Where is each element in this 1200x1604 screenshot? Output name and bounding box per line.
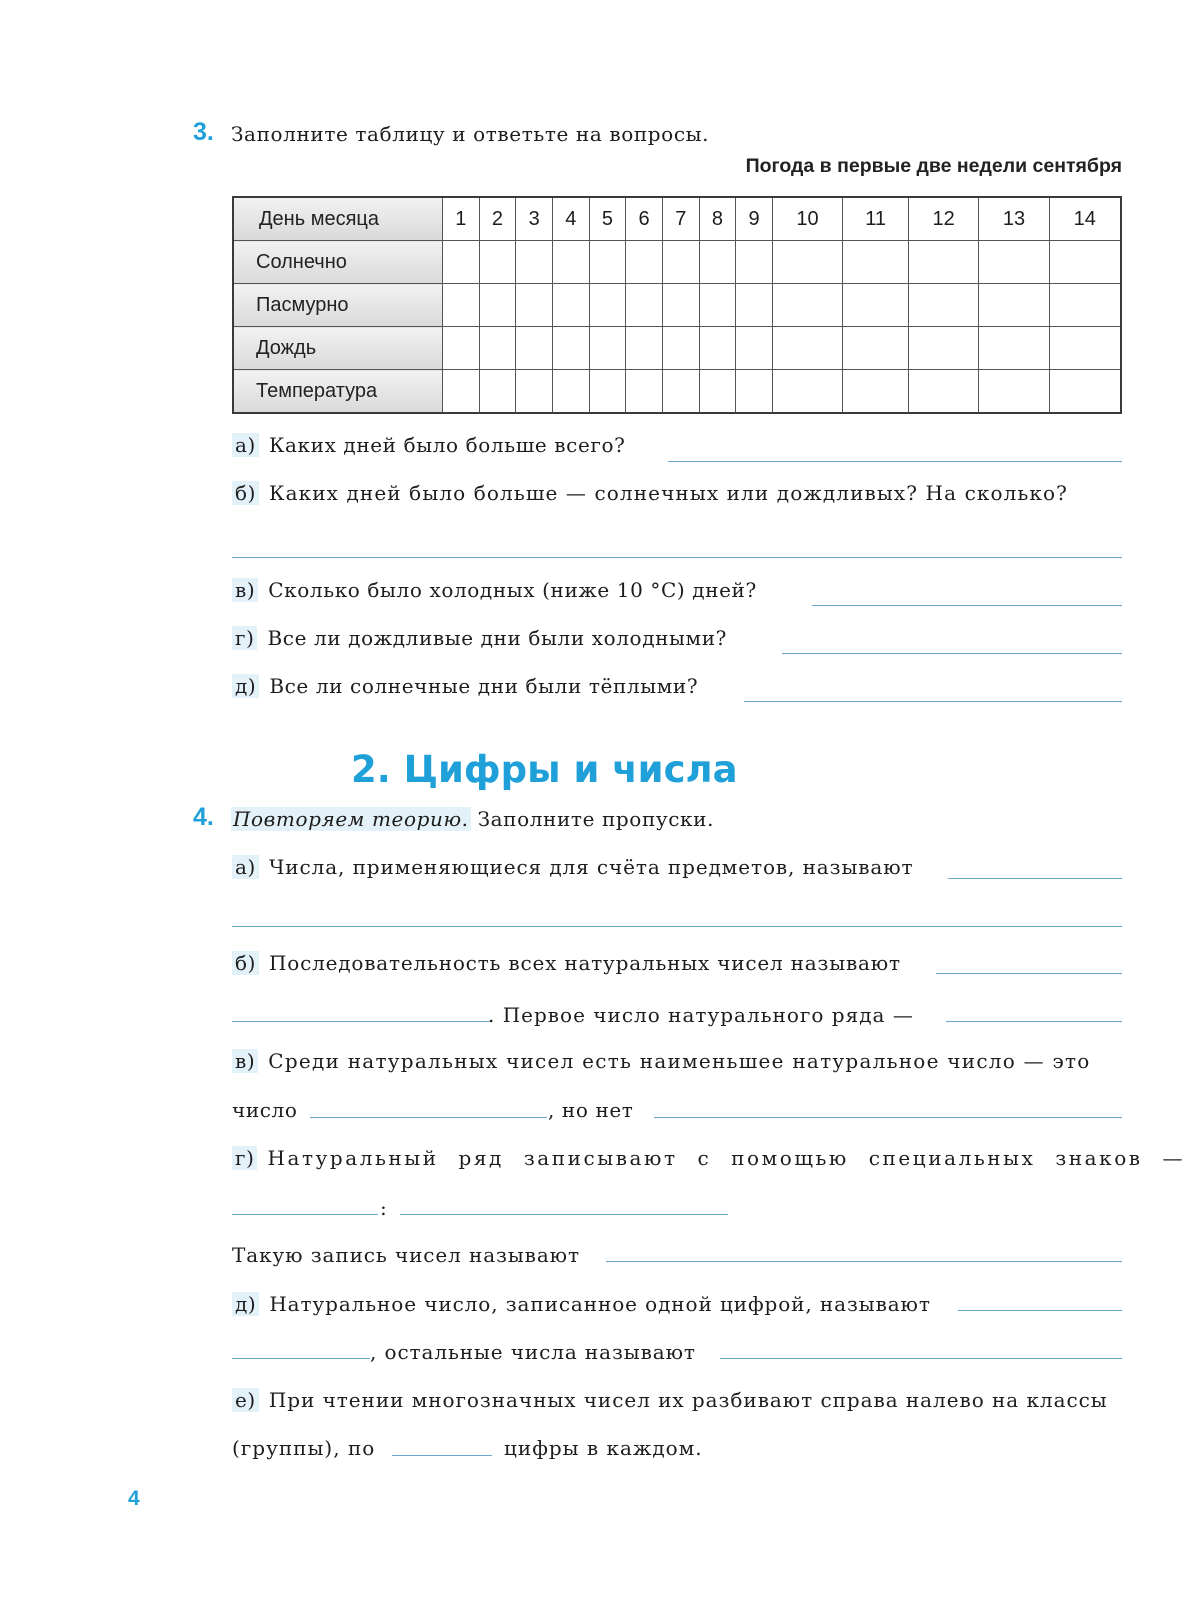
entry-cell[interactable] <box>979 327 1049 370</box>
item-v <box>232 1049 1091 1073</box>
entry-cell[interactable] <box>979 284 1049 327</box>
entry-cell[interactable] <box>516 284 553 327</box>
question-v <box>232 578 757 602</box>
item-mark: е) <box>232 1388 259 1412</box>
entry-cell[interactable] <box>736 241 773 284</box>
fill-line-b2[interactable] <box>232 1021 490 1022</box>
day-header-cell: 7 <box>662 197 699 241</box>
question-mark: д) <box>232 674 259 698</box>
fill-line-e1[interactable] <box>392 1455 492 1456</box>
question-mark: в) <box>232 578 258 602</box>
entry-cell[interactable] <box>626 327 663 370</box>
day-header-cell: 13 <box>979 197 1049 241</box>
question-text: Все ли солнечные дни были тёплыми? <box>269 674 699 698</box>
day-header-cell: 2 <box>479 197 516 241</box>
row-label-cell: Температура <box>233 370 443 414</box>
row-label-cell: Дождь <box>233 327 443 370</box>
question-mark: а) <box>232 433 259 457</box>
entry-cell[interactable] <box>772 284 842 327</box>
table-row <box>233 370 1121 414</box>
entry-cell[interactable] <box>443 370 480 414</box>
entry-cell[interactable] <box>443 284 480 327</box>
entry-cell[interactable] <box>736 370 773 414</box>
entry-cell[interactable] <box>909 284 979 327</box>
entry-cell[interactable] <box>552 284 589 327</box>
answer-line-v[interactable] <box>812 605 1122 606</box>
item-e-suffix: цифры в каждом. <box>504 1436 703 1460</box>
page-number: 4 <box>128 1487 140 1510</box>
fill-line-v2[interactable] <box>654 1117 1122 1118</box>
entry-cell[interactable] <box>909 327 979 370</box>
fill-line-g2[interactable] <box>400 1214 728 1215</box>
weather-table <box>232 196 1122 414</box>
row-label-cell: Солнечно <box>233 241 443 284</box>
item-mark: в) <box>232 1049 258 1073</box>
entry-cell[interactable] <box>443 241 480 284</box>
fill-line-g3[interactable] <box>606 1261 1122 1262</box>
entry-cell[interactable] <box>589 327 626 370</box>
entry-cell[interactable] <box>736 327 773 370</box>
fill-line-g1[interactable] <box>232 1214 378 1215</box>
item-mark: г) <box>232 1146 257 1170</box>
day-header-cell: 3 <box>516 197 553 241</box>
fill-line-d1[interactable] <box>958 1310 1122 1311</box>
entry-cell[interactable] <box>736 284 773 327</box>
item-v-middle: , но нет <box>548 1098 634 1122</box>
item-mark: а) <box>232 855 259 879</box>
entry-cell[interactable] <box>516 327 553 370</box>
entry-cell[interactable] <box>516 370 553 414</box>
entry-cell[interactable] <box>626 241 663 284</box>
fill-line-b3[interactable] <box>946 1021 1122 1022</box>
answer-line-a[interactable] <box>668 461 1122 462</box>
entry-cell[interactable] <box>443 327 480 370</box>
entry-cell[interactable] <box>699 327 736 370</box>
item-text: Натуральный ряд записывают с помощью специальных знаков — <box>267 1146 1186 1170</box>
day-header-cell: 9 <box>736 197 773 241</box>
item-g-continuation: Такую запись чисел называют <box>232 1243 580 1267</box>
day-header-cell: 12 <box>909 197 979 241</box>
task-3-number: 3. <box>193 118 214 146</box>
day-header-cell: 6 <box>626 197 663 241</box>
item-text: Натуральное число, записанное одной цифрой, называют <box>269 1292 931 1316</box>
entry-cell[interactable] <box>699 370 736 414</box>
question-text: Каких дней было больше всего? <box>268 433 626 457</box>
question-mark: г) <box>232 626 257 650</box>
question-mark: б) <box>232 481 259 505</box>
fill-line-b1[interactable] <box>936 973 1122 974</box>
header-label-cell: День месяца <box>233 197 443 241</box>
entry-cell[interactable] <box>552 241 589 284</box>
question-text: Все ли дождливые дни были холодными? <box>267 626 727 650</box>
entry-cell[interactable] <box>662 327 699 370</box>
entry-cell[interactable] <box>979 241 1049 284</box>
entry-cell[interactable] <box>843 327 909 370</box>
question-a <box>232 433 625 457</box>
item-b <box>232 951 901 975</box>
entry-cell[interactable] <box>479 370 516 414</box>
entry-cell[interactable] <box>662 241 699 284</box>
table-row <box>233 241 1121 284</box>
answer-line-d[interactable] <box>744 701 1122 702</box>
entry-cell[interactable] <box>479 327 516 370</box>
entry-cell[interactable] <box>772 370 842 414</box>
fill-line-d3[interactable] <box>720 1358 1122 1359</box>
item-text: Среди натуральных чисел есть наименьшее натуральное число — это <box>268 1049 1091 1073</box>
question-g <box>232 626 727 650</box>
question-b <box>232 481 1068 505</box>
table-caption: Погода в первые две недели сентября <box>745 155 1122 177</box>
task-3-instruction: Заполните таблицу и ответьте на вопросы. <box>231 122 710 146</box>
entry-cell[interactable] <box>909 370 979 414</box>
answer-line-g[interactable] <box>782 653 1122 654</box>
day-header-cell: 1 <box>443 197 480 241</box>
entry-cell[interactable] <box>1049 327 1121 370</box>
task-4-number: 4. <box>193 803 214 831</box>
item-g <box>232 1146 1185 1170</box>
entry-cell[interactable] <box>552 370 589 414</box>
entry-cell[interactable] <box>662 284 699 327</box>
entry-cell[interactable] <box>626 284 663 327</box>
item-mark: д) <box>232 1292 259 1316</box>
day-header-cell: 14 <box>1049 197 1121 241</box>
instruction-rest: Заполните пропуски. <box>470 807 715 831</box>
entry-cell[interactable] <box>772 327 842 370</box>
entry-cell[interactable] <box>589 284 626 327</box>
day-header-cell: 11 <box>843 197 909 241</box>
entry-cell[interactable] <box>843 284 909 327</box>
item-v-prefix: число <box>232 1098 298 1122</box>
item-text: При чтении многозначных чисел их разбивают справа налево на классы <box>268 1388 1108 1412</box>
entry-cell[interactable] <box>479 284 516 327</box>
entry-cell[interactable] <box>516 241 553 284</box>
day-header-cell: 4 <box>552 197 589 241</box>
fill-line-a1[interactable] <box>948 878 1122 879</box>
entry-cell[interactable] <box>1049 284 1121 327</box>
row-label-cell: Пасмурно <box>233 284 443 327</box>
entry-cell[interactable] <box>589 241 626 284</box>
item-d <box>232 1292 931 1316</box>
question-text: Каких дней было больше — солнечных или дождливых? На сколько? <box>269 481 1068 505</box>
item-a <box>232 855 914 879</box>
section-title: 2. Цифры и числа <box>351 748 738 791</box>
item-mark: б) <box>232 951 259 975</box>
question-text: Сколько было холодных (ниже 10 °С) дней? <box>268 578 757 602</box>
entry-cell[interactable] <box>589 370 626 414</box>
table-row <box>233 327 1121 370</box>
item-text: Последовательность всех натуральных чисел называют <box>269 951 901 975</box>
fill-line-d2[interactable] <box>232 1358 370 1359</box>
item-e <box>232 1388 1108 1412</box>
entry-cell[interactable] <box>479 241 516 284</box>
fill-line-a2[interactable] <box>232 926 1122 927</box>
table-header-row <box>233 197 1121 241</box>
entry-cell[interactable] <box>1049 241 1121 284</box>
table-row <box>233 284 1121 327</box>
entry-cell[interactable] <box>843 241 909 284</box>
item-b-continuation: . Первое число натурального ряда — <box>488 1003 914 1027</box>
entry-cell[interactable] <box>1049 370 1121 414</box>
day-header-cell: 8 <box>699 197 736 241</box>
entry-cell[interactable] <box>699 241 736 284</box>
fill-line-v1[interactable] <box>310 1117 547 1118</box>
colon: : <box>380 1196 388 1220</box>
day-header-cell: 10 <box>772 197 842 241</box>
entry-cell[interactable] <box>699 284 736 327</box>
item-text: Числа, применяющиеся для счёта предметов, называют <box>268 855 914 879</box>
entry-cell[interactable] <box>626 370 663 414</box>
answer-line-b[interactable] <box>232 557 1122 558</box>
entry-cell[interactable] <box>662 370 699 414</box>
task-4-instruction <box>231 807 714 831</box>
theory-label: Повторяем теорию. <box>233 807 469 831</box>
item-d-continuation: , остальные числа называют <box>370 1340 696 1364</box>
question-d <box>232 674 698 698</box>
entry-cell[interactable] <box>772 241 842 284</box>
item-e-prefix: (группы), по <box>232 1436 376 1460</box>
day-header-cell: 5 <box>589 197 626 241</box>
entry-cell[interactable] <box>979 370 1049 414</box>
entry-cell[interactable] <box>843 370 909 414</box>
entry-cell[interactable] <box>552 327 589 370</box>
entry-cell[interactable] <box>909 241 979 284</box>
